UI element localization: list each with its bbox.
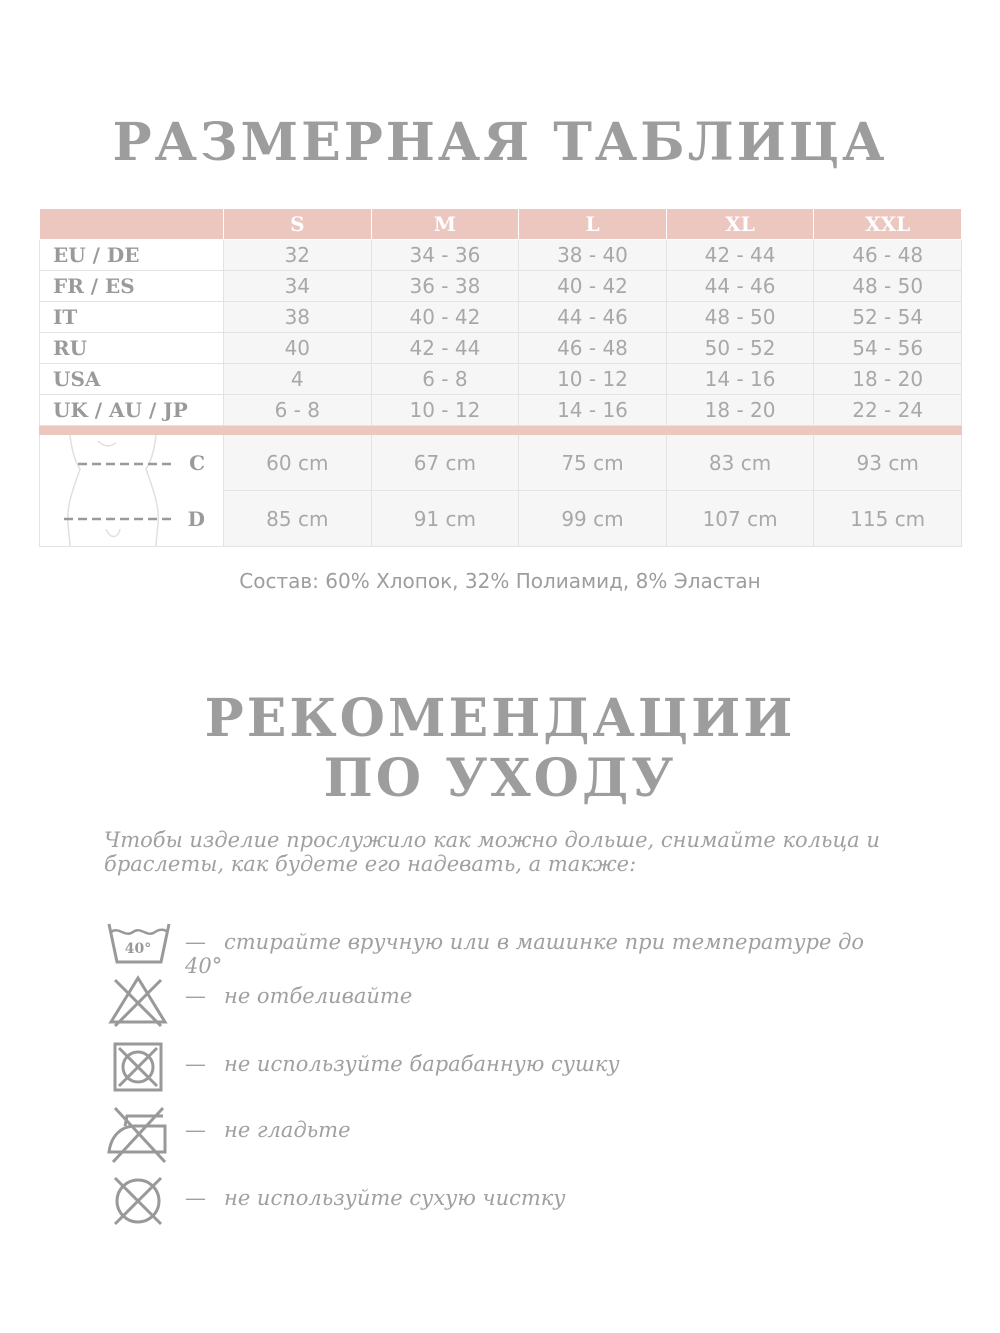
size-cell: 36 - 38 — [371, 271, 519, 302]
row-label: RU — [40, 333, 224, 364]
size-cell: 34 - 36 — [371, 240, 519, 271]
size-cell: 42 - 44 — [371, 333, 519, 364]
table-row — [40, 395, 962, 426]
size-cell: 10 - 12 — [371, 395, 519, 426]
care-dash: — — [185, 1052, 206, 1076]
measurement-cell: 83 cm — [666, 435, 814, 491]
size-table-title: РАЗМЕРНАЯ ТАБЛИЦА — [112, 112, 888, 173]
care-dash: — — [185, 1186, 206, 1210]
composition-text: Состав: 60% Хлопок, 32% Полиамид, 8% Эластан — [239, 569, 761, 593]
measurement-cell: 91 cm — [371, 491, 519, 547]
wash-40-icon — [105, 918, 171, 980]
table-row — [40, 240, 962, 271]
table-separator — [40, 426, 962, 435]
size-cell: 34 — [224, 271, 372, 302]
measurement-cell: 93 cm — [814, 435, 962, 491]
body-figure-cell — [40, 435, 224, 547]
size-cell: 48 - 50 — [814, 271, 962, 302]
no-tumble-dry-icon — [105, 1040, 171, 1102]
size-header: XXL — [814, 209, 962, 240]
size-cell: 54 - 56 — [814, 333, 962, 364]
care-title-line1: РЕКОМЕНДАЦИИ — [204, 688, 796, 749]
size-cell: 42 - 44 — [666, 240, 814, 271]
table-row — [40, 364, 962, 395]
no-dry-clean-icon — [105, 1174, 171, 1236]
row-label: FR / ES — [40, 271, 224, 302]
care-item-wash — [105, 918, 885, 980]
measurement-cell: 60 cm — [224, 435, 372, 491]
measurement-label-c: C — [189, 451, 205, 475]
care-dash: — — [185, 984, 206, 1008]
wash-temp-label: 40° — [124, 941, 152, 957]
care-intro: Чтобы изделие прослужило как можно дольше, снимайте кольца и браслеты, как будете его надевать, а также: — [104, 828, 880, 876]
no-bleach-icon — [105, 972, 171, 1034]
row-label: USA — [40, 364, 224, 395]
care-dash: — — [185, 930, 206, 954]
size-cell: 38 — [224, 302, 372, 333]
size-cell: 10 - 12 — [519, 364, 667, 395]
care-text-no-tumble-dry: не используйте барабанную сушку — [224, 1052, 620, 1076]
row-label: UK / AU / JP — [40, 395, 224, 426]
size-cell: 18 - 20 — [666, 395, 814, 426]
size-cell: 50 - 52 — [666, 333, 814, 364]
care-title-line2: ПО УХОДУ — [323, 748, 677, 809]
care-text-no-iron: не гладьте — [224, 1118, 351, 1142]
care-text-wash: стирайте вручную или в машинке при температуре до 40° — [185, 930, 865, 978]
table-row — [40, 271, 962, 302]
size-cell: 6 - 8 — [224, 395, 372, 426]
care-dash: — — [185, 1118, 206, 1142]
care-item-no-tumble-dry — [105, 1040, 885, 1102]
measurement-cell: 107 cm — [666, 491, 814, 547]
size-cell: 32 — [224, 240, 372, 271]
table-row — [40, 333, 962, 364]
size-cell: 38 - 40 — [519, 240, 667, 271]
care-item-no-dry-clean — [105, 1174, 885, 1236]
size-cell: 22 - 24 — [814, 395, 962, 426]
size-cell: 40 - 42 — [371, 302, 519, 333]
size-header: L — [519, 209, 667, 240]
size-cell: 44 - 46 — [666, 271, 814, 302]
row-label: EU / DE — [40, 240, 224, 271]
no-iron-icon — [105, 1106, 171, 1168]
size-cell: 18 - 20 — [814, 364, 962, 395]
size-cell: 46 - 48 — [814, 240, 962, 271]
row-label: IT — [40, 302, 224, 333]
size-cell: 40 — [224, 333, 372, 364]
size-header: XL — [666, 209, 814, 240]
size-header: S — [224, 209, 372, 240]
size-cell: 14 - 16 — [666, 364, 814, 395]
measurement-cell: 75 cm — [519, 435, 667, 491]
size-cell: 14 - 16 — [519, 395, 667, 426]
size-cell: 6 - 8 — [371, 364, 519, 395]
header-empty-cell — [40, 209, 224, 240]
size-cell: 52 - 54 — [814, 302, 962, 333]
size-cell: 4 — [224, 364, 372, 395]
size-cell: 40 - 42 — [519, 271, 667, 302]
care-item-no-bleach — [105, 972, 885, 1034]
size-header-row — [40, 209, 962, 240]
size-table — [39, 208, 962, 547]
size-cell: 44 - 46 — [519, 302, 667, 333]
measurement-row — [40, 435, 962, 491]
table-row — [40, 302, 962, 333]
care-text-no-dry-clean: не используйте сухую чистку — [224, 1186, 566, 1210]
size-header: M — [371, 209, 519, 240]
measurement-label-d: D — [187, 507, 205, 531]
care-text-no-bleach: не отбеливайте — [224, 984, 413, 1008]
measurement-cell: 85 cm — [224, 491, 372, 547]
size-cell: 48 - 50 — [666, 302, 814, 333]
measurement-cell: 99 cm — [519, 491, 667, 547]
size-cell: 46 - 48 — [519, 333, 667, 364]
care-item-no-iron — [105, 1106, 885, 1168]
measurement-cell: 115 cm — [814, 491, 962, 547]
measurement-cell: 67 cm — [371, 435, 519, 491]
